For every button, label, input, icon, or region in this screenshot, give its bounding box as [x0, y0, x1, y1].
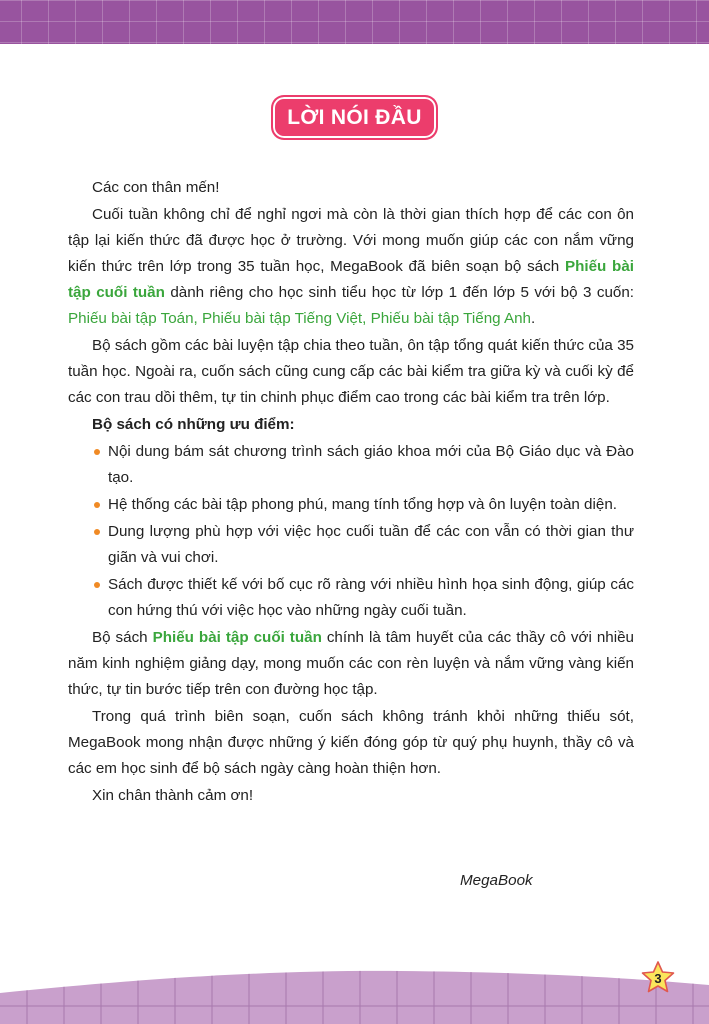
advantages-list — [68, 439, 634, 624]
text: . — [531, 310, 536, 327]
bullet-icon — [94, 449, 100, 455]
book-series: Phiếu bài tập Toán, Phiếu bài tập Tiếng Việt, Phiếu bài tập Tiếng Anh — [68, 310, 532, 327]
list-item — [68, 519, 634, 571]
list-item-text: Sách được thiết kế với bố cục rõ ràng với nhiều hình họa sinh động, giúp các con hứng thú với việc học vào những ngày cuối tuần. — [108, 576, 634, 619]
list-item — [68, 572, 634, 624]
text: chính là tâm huyết của các thầy cô với nhiều năm kinh nghiệm giảng dạy, mong muốn các con rèn luyện và nắm vững vàng kiến thức, tự tin bước tiếp trên con đường học tập. — [68, 629, 634, 698]
advantages-heading: Bộ sách có những ưu điểm: — [92, 416, 295, 433]
greeting: Các con thân mến! — [92, 179, 220, 196]
list-item — [68, 492, 634, 518]
text: dành riêng cho học sinh tiểu học từ lớp 1 đến lớp 5 với bộ 3 cuốn: — [164, 284, 635, 301]
paragraph-dedication — [68, 625, 634, 703]
text: Cuối tuần không chỉ để nghỉ ngơi mà còn là thời gian thích hợp để các con ôn tập lại kiến thức đã được học ở trường. Với mong muốn giúp các con nắm vững kiến thức trên lớp trong 35 tuần học, MegaBook đã biên soạn bộ sách — [68, 206, 634, 275]
preface-body — [68, 175, 634, 810]
bullet-icon — [94, 502, 100, 508]
signature: MegaBook — [460, 872, 533, 889]
list-item-text: Nội dung bám sát chương trình sách giáo khoa mới của Bộ Giáo dục và Đào tạo. — [108, 443, 634, 486]
closing: Xin chân thành cảm ơn! — [92, 787, 254, 804]
text: Bộ sách — [92, 629, 153, 646]
list-item-text: Dung lượng phù hợp với việc học cuối tuần để các con vẫn có thời gian thư giãn và vui chơi. — [108, 523, 634, 566]
paragraph-contents: Bộ sách gồm các bài luyện tập chia theo tuần, ôn tập tổng quát kiến thức của 35 tuần học. Ngoài ra, cuốn sách cũng cung cấp các bài kiểm tra giữa kỳ và cuối kỳ để các con trau dồi thêm, tự tin chinh phục điểm cao trong các bài kiểm tra trên lớp. — [68, 337, 634, 406]
paragraph-intro — [68, 202, 634, 332]
bullet-icon — [94, 582, 100, 588]
bullet-icon — [94, 529, 100, 535]
list-item-text: Hệ thống các bài tập phong phú, mang tính tổng hợp và ôn luyện toàn diện. — [108, 496, 617, 513]
bottom-decorative-band — [0, 955, 709, 1024]
top-decorative-band — [0, 0, 709, 44]
paragraph-feedback: Trong quá trình biên soạn, cuốn sách không tránh khỏi những thiếu sót, MegaBook mong nhận được những ý kiến đóng góp từ quý phụ huynh, thầy cô và các em học sinh để bộ sách ngày càng hoàn thiện hơn. — [68, 708, 634, 777]
book-title: Phiếu bài tập cuối tuần — [152, 629, 322, 646]
title-container — [0, 96, 709, 139]
list-item — [68, 439, 634, 491]
page-number: 3 — [654, 971, 662, 986]
page-title: LỜI NÓI ĐẦU — [272, 96, 436, 139]
book-title: Phiếu bài tập cuối tuần — [68, 258, 635, 301]
